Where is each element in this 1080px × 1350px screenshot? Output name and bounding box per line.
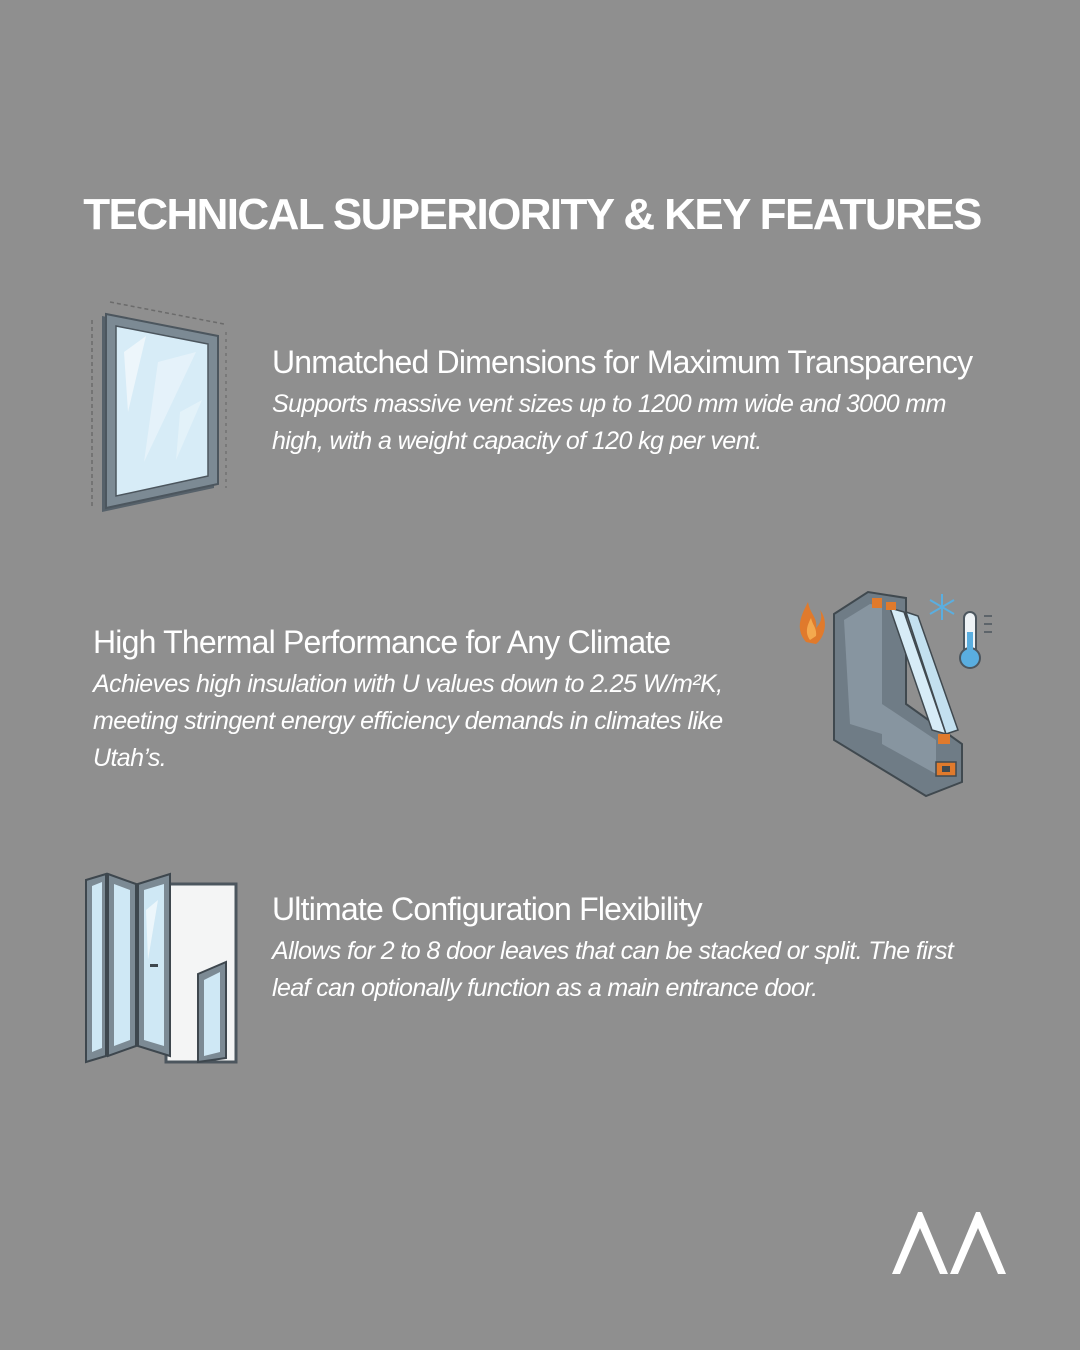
feature-description: Achieves high insulation with U values down to 2.25 W/m²K, meeting stringent energy efficiency demands in climates like Utah’s. — [93, 670, 723, 772]
thermometer-icon — [960, 612, 992, 668]
feature-configuration — [272, 889, 972, 1007]
window-frame-icon — [84, 292, 244, 516]
feature-thermal — [93, 622, 773, 777]
feature-heading: Ultimate Configuration Flexibility — [272, 891, 702, 927]
thermal-profile-icon — [786, 584, 1008, 804]
feature-heading: High Thermal Performance for Any Climate — [93, 624, 671, 660]
page-title: TECHNICAL SUPERIORITY & KEY FEATURES — [83, 190, 981, 239]
brand-logo-icon — [888, 1208, 1008, 1278]
feature-description: Supports massive vent sizes up to 1200 mm wide and 3000 mm high, with a weight capacity of 120 kg per vent. — [272, 390, 946, 455]
folding-door-icon — [80, 870, 244, 1068]
feature-description: Allows for 2 to 8 door leaves that can be stacked or split. The first leaf can optionally function as a main entrance door. — [272, 937, 954, 1002]
feature-heading: Unmatched Dimensions for Maximum Transparency — [272, 344, 973, 380]
flame-icon — [800, 602, 825, 644]
feature-dimensions — [272, 342, 1002, 460]
snowflake-icon — [930, 594, 954, 620]
